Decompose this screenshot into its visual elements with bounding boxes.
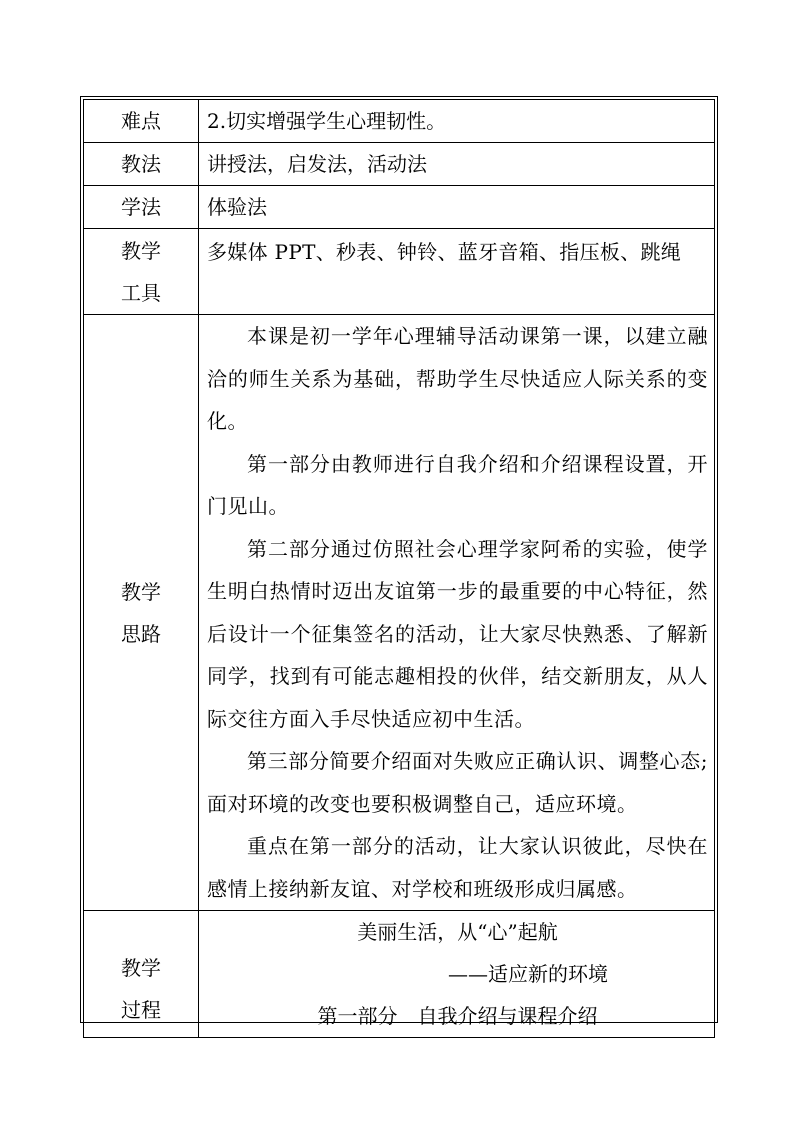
- label-teaching-process-line1: 教学: [121, 956, 161, 980]
- process-section-heading: 第一部分 自我介绍与课程介绍: [317, 1004, 598, 1028]
- content-teaching-process: [199, 911, 715, 1038]
- label-teaching-tools: [84, 229, 199, 315]
- content-teaching-tools: 多媒体 PPT、秒表、钟铃、蓝牙音箱、指压板、跳绳: [199, 229, 715, 315]
- process-subtitle: ——适应新的环境: [448, 962, 608, 986]
- row-teaching-idea: [84, 315, 715, 911]
- label-learning-method: 学法: [84, 186, 199, 229]
- row-teaching-tools: [84, 229, 715, 315]
- idea-paragraph-4: 第三部分简要介绍面对失败应正确认识、调整心态;面对环境的改变也要积极调整自己，适应环境。: [207, 749, 708, 816]
- content-teaching-method: 讲授法，启发法，活动法: [199, 143, 715, 186]
- label-teaching-tools-line1: 教学: [121, 238, 161, 263]
- label-teaching-method: 教法: [84, 143, 199, 186]
- label-teaching-idea-line1: 教学: [121, 579, 161, 604]
- content-difficulty: 2.切实增强学生心理韧性。: [199, 100, 715, 143]
- lesson-plan-table: [83, 99, 715, 1038]
- row-learning-method: [84, 186, 715, 229]
- row-teaching-process: [84, 911, 715, 1038]
- lesson-plan-table-frame: [80, 96, 718, 1028]
- content-teaching-idea: [199, 315, 715, 911]
- label-teaching-idea: [84, 315, 199, 911]
- label-difficulty: 难点: [84, 100, 199, 143]
- label-teaching-process-line2: 过程: [121, 998, 161, 1022]
- label-teaching-idea-line2: 思路: [121, 621, 161, 646]
- idea-paragraph-5: 重点在第一部分的活动，让大家认识彼此，尽快在感情上接纳新友谊、对学校和班级形成归属感。: [207, 834, 708, 901]
- idea-paragraph-2: 第一部分由教师进行自我介绍和介绍课程设置，开门见山。: [207, 451, 708, 518]
- row-difficulty: [84, 100, 715, 143]
- idea-paragraph-1: 本课是初一学年心理辅导活动课第一课，以建立融洽的师生关系为基础，帮助学生尽快适应人际关系的变化。: [207, 324, 708, 433]
- label-teaching-tools-line2: 工具: [121, 280, 161, 305]
- idea-paragraph-3: 第二部分通过仿照社会心理学家阿希的实验，使学生明白热情时迈出友谊第一步的最重要的中心特征，然后设计一个征集签名的活动，让大家尽快熟悉、了解新同学，找到有可能志趣相投的伙伴，结交新朋友，从人际交往方面入手尽快适应初中生活。: [207, 536, 708, 731]
- label-teaching-process: [84, 911, 199, 1038]
- process-title: 美丽生活，从“心”起航: [357, 920, 558, 944]
- content-learning-method: 体验法: [199, 186, 715, 229]
- row-teaching-method: [84, 143, 715, 186]
